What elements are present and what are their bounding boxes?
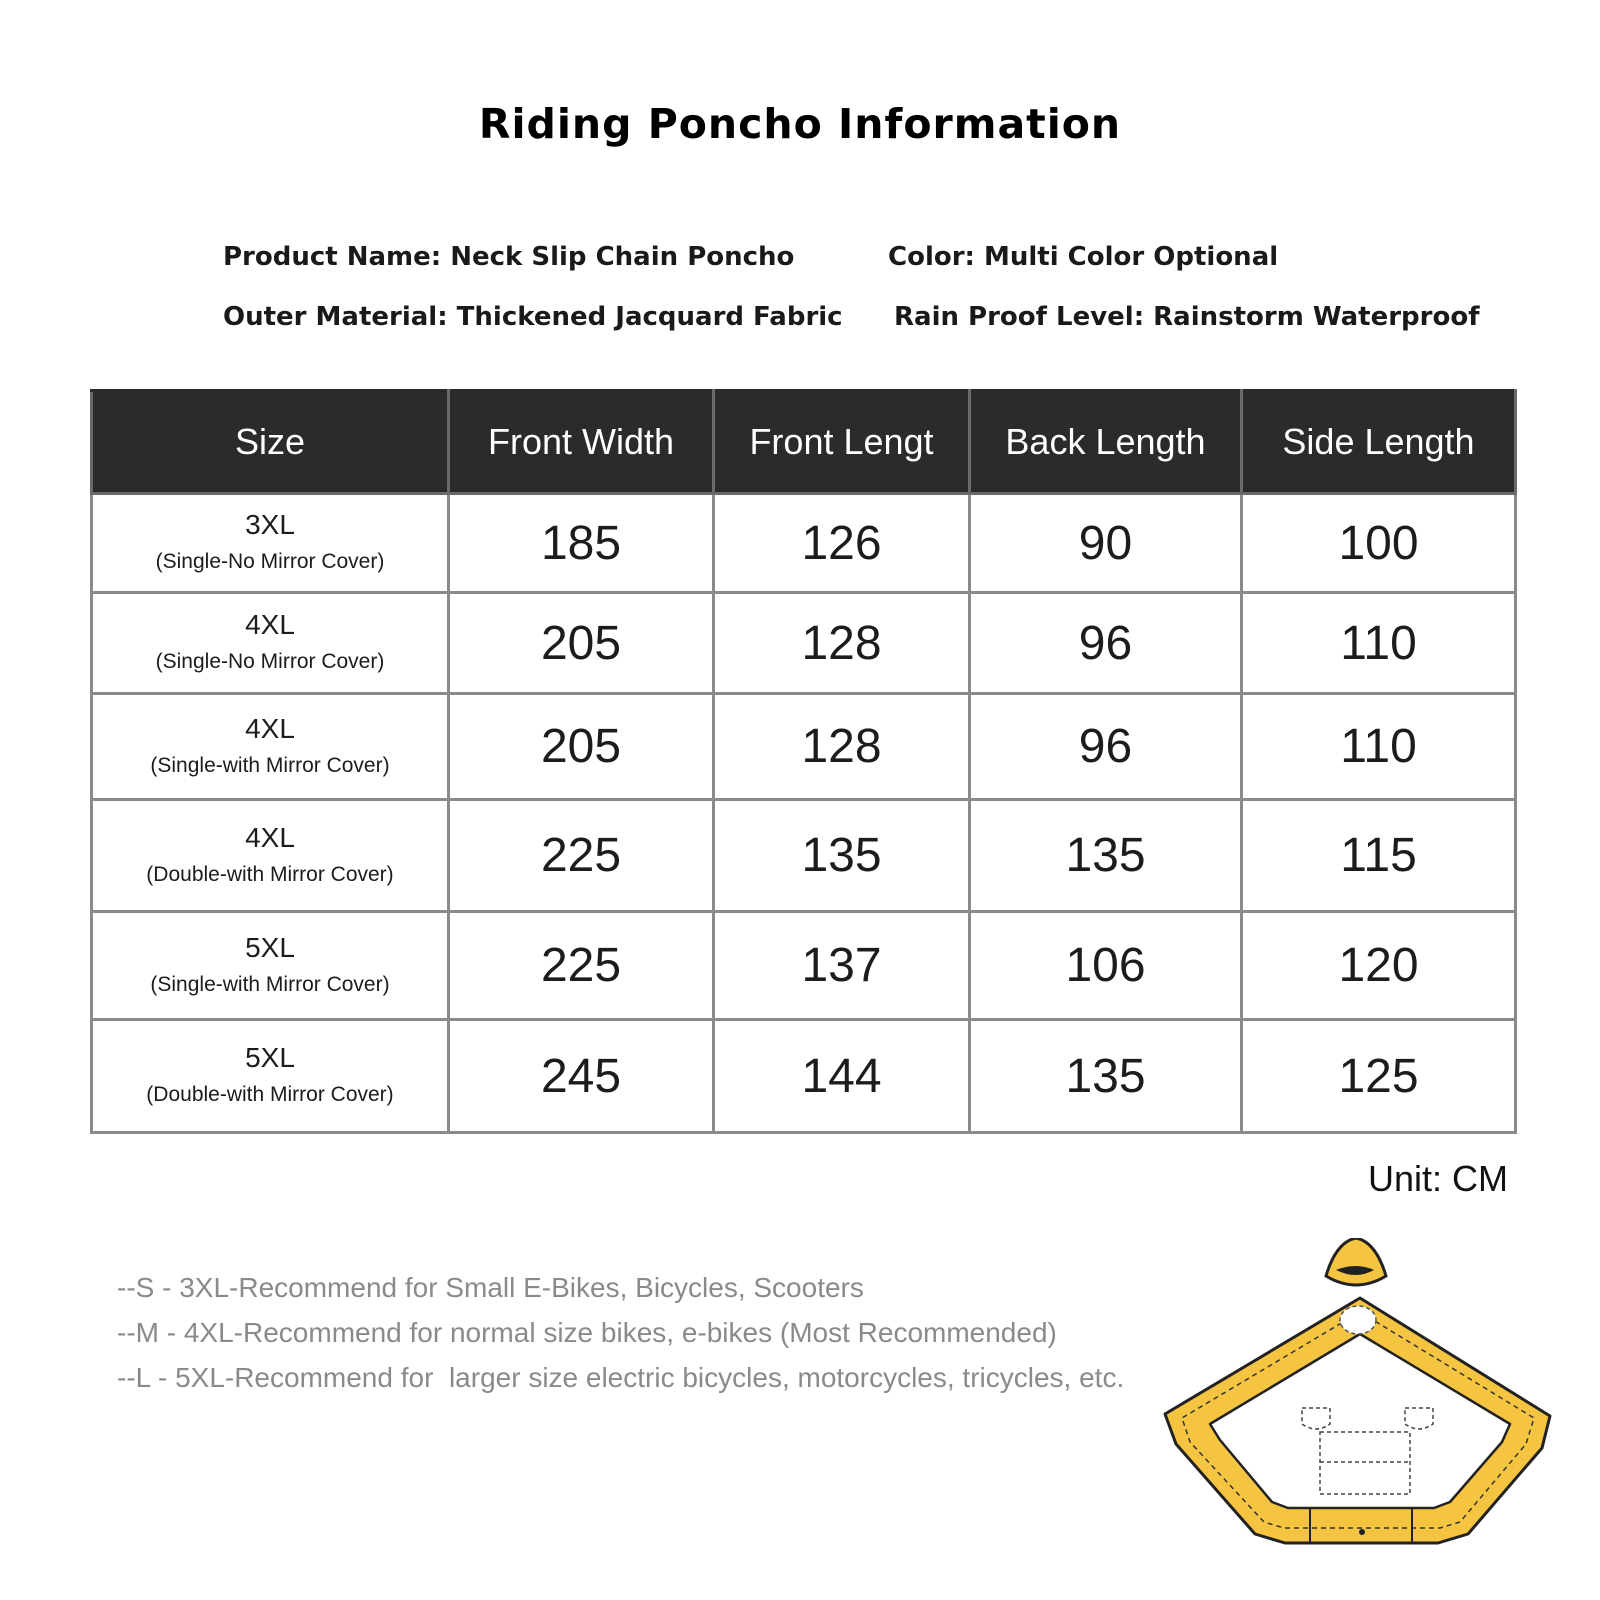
- back-length-value: 96: [970, 694, 1242, 800]
- side-length-value: 115: [1242, 800, 1516, 912]
- front-width-value: 245: [449, 1020, 714, 1133]
- size-note: (Double-with Mirror Cover): [146, 1083, 394, 1106]
- size-cell: [92, 1020, 449, 1133]
- rain-proof-level: Rain Proof Level: Rainstorm Waterproof: [894, 302, 1480, 332]
- recommendation-small: --S - 3XL-Recommend for Small E-Bikes, Bicycles, Scooters: [117, 1272, 864, 1303]
- table-row: [92, 694, 1516, 800]
- size-note: (Single-No Mirror Cover): [155, 550, 385, 573]
- front-width-value: 225: [449, 800, 714, 912]
- front-length-value: 126: [714, 494, 970, 593]
- size-cell: [92, 800, 449, 912]
- table-row: [92, 494, 1516, 593]
- table-row: [92, 800, 1516, 912]
- table-row: [92, 1020, 1516, 1133]
- side-length-value: 120: [1242, 912, 1516, 1020]
- unit-label: Unit: CM: [1367, 1158, 1508, 1199]
- size-label: 3XL: [245, 509, 295, 540]
- front-length-value: 144: [714, 1020, 970, 1133]
- table-row: [92, 912, 1516, 1020]
- back-length-value: 90: [970, 494, 1242, 593]
- size-note: (Single-with Mirror Cover): [150, 753, 390, 777]
- header-front-width: Front Width: [449, 391, 714, 494]
- front-width-value: 185: [449, 494, 714, 593]
- page-title: Riding Poncho Information: [478, 100, 1122, 148]
- header-size: Size: [92, 391, 449, 494]
- front-width-value: 225: [449, 912, 714, 1020]
- front-width-value: 205: [449, 593, 714, 694]
- table-header-row: [92, 391, 1516, 494]
- recommendation-list: [117, 1265, 1124, 1400]
- size-table: [90, 389, 1517, 1134]
- size-label: 5XL: [245, 1042, 295, 1073]
- product-color: Color: Multi Color Optional: [888, 242, 1279, 272]
- back-length-value: 135: [970, 1020, 1242, 1133]
- outer-material: Outer Material: Thickened Jacquard Fabric: [223, 302, 843, 332]
- size-cell: [92, 494, 449, 593]
- side-length-value: 100: [1242, 494, 1516, 593]
- size-label: 4XL: [245, 609, 295, 640]
- side-length-value: 110: [1242, 593, 1516, 694]
- back-length-value: 135: [970, 800, 1242, 912]
- size-note: (Double-with Mirror Cover): [146, 862, 394, 886]
- size-label: 4XL: [245, 821, 295, 853]
- size-note: (Single-No Mirror Cover): [155, 650, 385, 673]
- recommendation-large: --L - 5XL-Recommend for larger size electric bicycles, motorcycles, tricycles, etc.: [117, 1362, 1125, 1393]
- recommendation-medium: --M - 4XL-Recommend for normal size bikes, e-bikes (Most Recommended): [117, 1317, 1057, 1348]
- front-length-value: 135: [714, 800, 970, 912]
- size-label: 5XL: [245, 931, 295, 963]
- header-back-length: Back Length: [970, 391, 1242, 494]
- back-length-value: 96: [970, 593, 1242, 694]
- front-length-value: 128: [714, 694, 970, 800]
- size-cell: [92, 593, 449, 694]
- front-width-value: 205: [449, 694, 714, 800]
- back-length-value: 106: [970, 912, 1242, 1020]
- front-length-value: 137: [714, 912, 970, 1020]
- size-note: (Single-with Mirror Cover): [150, 972, 390, 996]
- header-side-length: Side Length: [1242, 391, 1516, 494]
- size-cell: [92, 694, 449, 800]
- poncho-diagram-icon: [1150, 1238, 1570, 1558]
- product-name: Product Name: Neck Slip Chain Poncho: [223, 242, 795, 272]
- front-length-value: 128: [714, 593, 970, 694]
- header-front-length: Front Lengt: [714, 391, 970, 494]
- size-cell: [92, 912, 449, 1020]
- side-length-value: 110: [1242, 694, 1516, 800]
- side-length-value: 125: [1242, 1020, 1516, 1133]
- size-label: 4XL: [245, 712, 295, 744]
- table-row: [92, 593, 1516, 694]
